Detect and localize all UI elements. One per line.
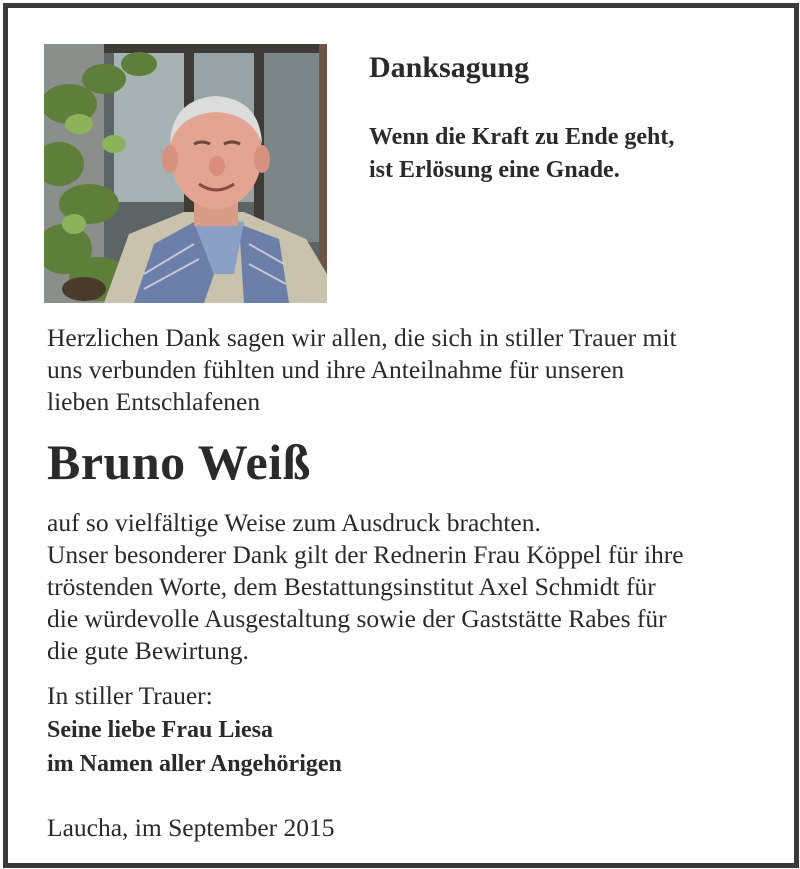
signature-line: Seine liebe Frau Liesa bbox=[47, 717, 273, 743]
thanks-line: die gute Bewirtung. bbox=[47, 636, 249, 665]
thanks-line: die würdevolle Ausgestaltung sowie der Gaststätte Rabes für bbox=[47, 604, 667, 633]
portrait-photo-icon bbox=[44, 44, 327, 303]
intro-line: uns verbunden fühlten und ihre Anteilnahme für unseren bbox=[47, 355, 625, 384]
intro-line: lieben Entschlafenen bbox=[47, 387, 261, 416]
mourning-label: In stiller Trauer: bbox=[47, 681, 213, 710]
deceased-name: Bruno Weiß bbox=[47, 434, 311, 490]
intro-line: Herzlichen Dank sagen wir allen, die sich in stiller Trauer mit bbox=[47, 323, 677, 352]
thanks-line: auf so vielfältige Weise zum Ausdruck brachten. bbox=[47, 508, 541, 537]
thanks-line: Unser besonderer Dank gilt der Rednerin Frau Köppel für ihre bbox=[47, 540, 684, 569]
thanks-paragraph bbox=[47, 507, 684, 667]
motto-line: Wenn die Kraft zu Ende geht, bbox=[369, 124, 675, 150]
place-date: Laucha, im September 2015 bbox=[47, 813, 335, 842]
motto-line: ist Erlösung eine Gnade. bbox=[369, 157, 620, 183]
intro-paragraph bbox=[47, 322, 677, 418]
signature-line: im Namen aller Angehörigen bbox=[47, 751, 342, 777]
thanks-line: tröstenden Worte, dem Bestattungsinstitut Axel Schmidt für bbox=[47, 572, 656, 601]
signature-block bbox=[47, 679, 342, 781]
motto-quote bbox=[369, 121, 674, 187]
notice-heading: Danksagung bbox=[369, 51, 530, 84]
